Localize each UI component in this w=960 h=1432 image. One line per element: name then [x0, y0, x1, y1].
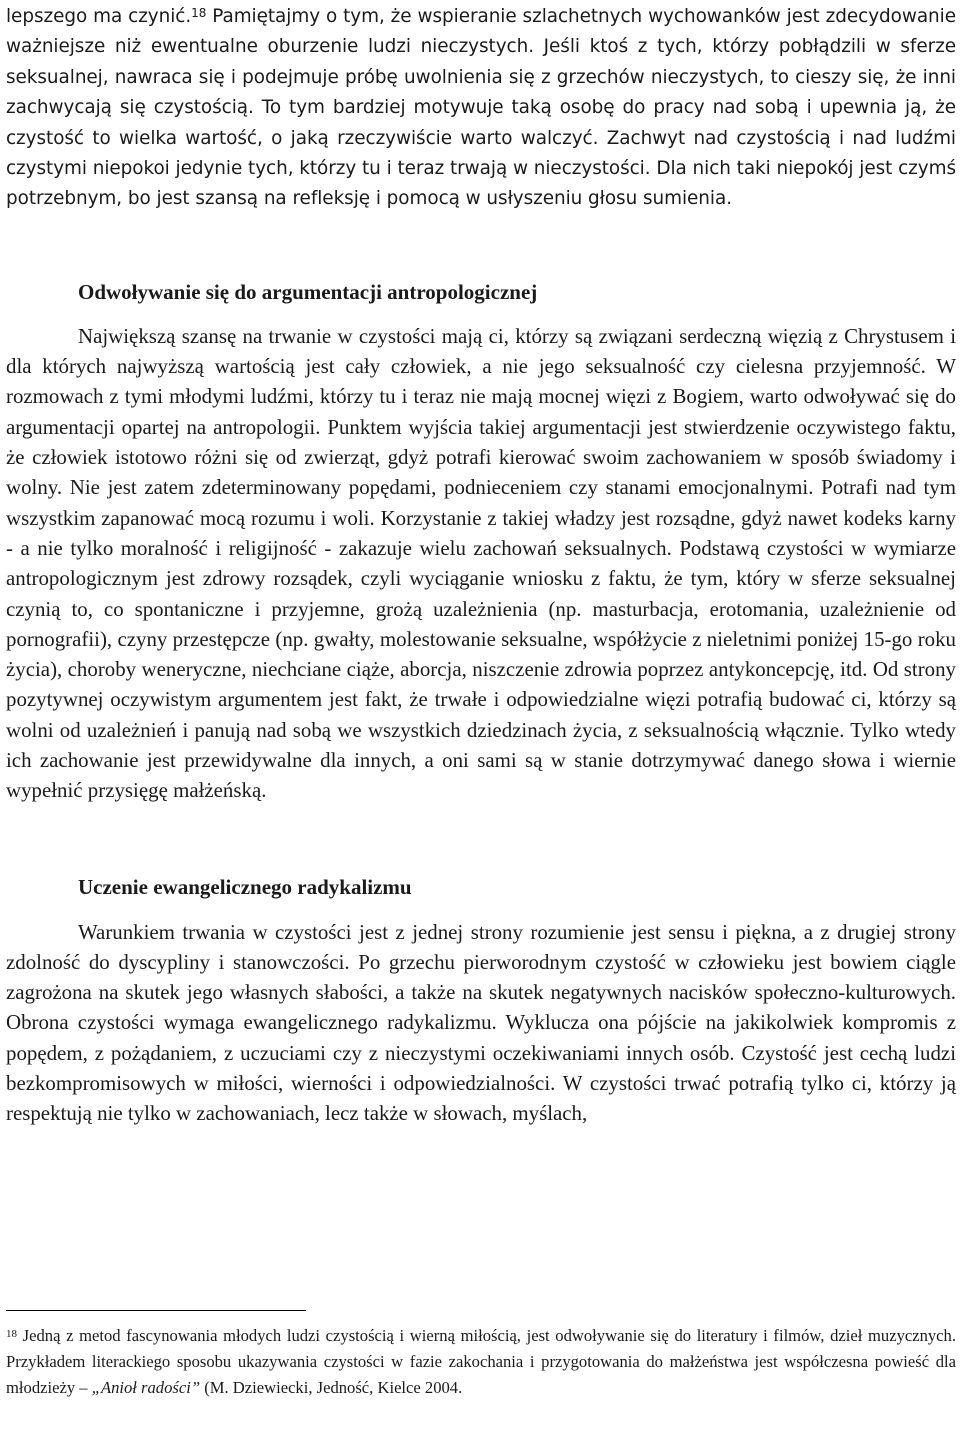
footnote [6, 1323, 956, 1402]
footnote-text-end: (M. Dziewiecki, Jedność, Kielce 2004. [200, 1378, 463, 1398]
footnote-book-title: „Anioł radości” [91, 1378, 201, 1398]
radicalism-paragraph: Warunkiem trwania w czystości jest z jednej strony rozumienie jest sensu i piękna, a z drugiej strony zdolność do dyscypliny i stanowczości. Po grzechu pierworodnym czystość w człowieku jest bowiem ciągle zagrożona na skutek jego własnych słabości, a także na skutek negatywnych nacisków społeczno-kulturowych. Obrona czystości wymaga ewangelicznego radykalizmu. Wyklucza ona pójście na jakikolwiek kompromis z popędem, z pożądaniem, z uczuciami czy z nieczystymi oczekiwaniami innych osób. Czystość jest cechą ludzi bezkompromisowych w miłości, wierności i odpowiedzialności. W czystości trwać potrafią tylko ci, którzy ją respektują nie tylko w zachowaniach, lecz także w słowach, myślach, [6, 919, 956, 1126]
footnote-reference[interactable]: 18 [191, 6, 207, 20]
anthropological-paragraph: Największą szansę na trwanie w czystości mają ci, którzy są związani serdeczną więzią z Chrystusem i dla których najwyższą wartością jest cały człowiek, a nie jego seksualność czy cielesna przyjemność. W rozmowach z tymi młodymi ludźmi, którzy tu i teraz nie mają mocnej więzi z Bogiem, warto odwoływać się do argumentacji opartej na antropologii. Punktem wyjścia takiej argumentacji jest stwierdzenie oczywistego faktu, że człowiek istotowo różni się od zwierząt, gdyż potrafi kierować swoim zachowaniem w sposób świadomy i wolny. Nie jest zatem zdeterminowany popędami, podnieceniem czy stanami emocjonalnymi. Potrafi nad tym wszystkim zapanować mocą rozumu i woli. Korzystanie z takiej władzy jest rozsądne, gdyż nawet kodeks karny - a nie tylko moralność i religijność - zakazuje wielu zachowań seksualnych. Podstawą czystości w wymiarze antropologicznym jest zdrowy rozsądek, czyli wyciąganie wniosku z faktu, że tym, który w sferze seksualnej czynią to, co spontaniczne i przyjemne, grożą uzależnienia (np. masturbacja, erotomania, uzależnienie od pornografii), czyny przestępcze (np. gwałty, molestowanie seksualne, współżycie z nieletnimi poniżej 15-go roku życia), choroby weneryczne, niechciane ciąże, aborcja, niszczenie zdrowia poprzez antykoncepcję, itd. Od strony pozytywnej oczywistym argumentem jest fakt, że trwałe i odpowiedzialne więzi potrafią budować ci, którzy są wolni od uzależnień i panują nad sobą we wszystkich dziedzinach życia, z seksualnością włącznie. Tylko wtedy ich zachowanie jest przewidywalne dla innych, a oni sami są w stanie dotrzymywać danego słowa i wiernie wypełnić przysięgę małżeńską. [6, 323, 956, 803]
section-heading-anthropological: Odwoływanie się do argumentacji antropologicznej [78, 279, 538, 304]
section-heading-radicalism: Uczenie ewangelicznego radykalizmu [78, 874, 412, 899]
footnote-text-start: Jedną z metod fascynowania młodych ludzi czystością i wierną miłością, jest odwoływanie się do literatury i filmów, dzieł muzycznych. Przykładem literackiego sposobu ukazywania czystości w fazie zakochania i przygotowania do małżeństwa jest współczesna powieść dla młodzieży – [6, 1326, 956, 1398]
document-page [6, 0, 956, 1129]
footnote-separator [6, 1310, 306, 1311]
footnote-number: 18 [6, 1328, 17, 1340]
intro-paragraph [6, 2, 956, 215]
intro-text-start: lepszego ma czynić. [6, 6, 192, 27]
intro-text-rest: Pamiętajmy o tym, że wspieranie szlachetnych wychowanków jest zdecydowanie ważniejsze niż ewentualne oburzenie ludzi nieczystych. Jeśli ktoś z tych, którzy pobłądzili w sferze seksualnej, nawraca się i podejmuje próbę uwolnienia się z grzechów nieczystych, to cieszy się, że inni zachwycają się czystością. To tym bardziej motywuje taką osobę do pracy nad sobą i upewnia ją, że czystość to wielka wartość, o jaką rzeczywiście warto walczyć. Zachwyt nad czystością i nad ludźmi czystymi niepokoi jedynie tych, którzy tu i teraz trwają w nieczystości. Dla nich taki niepokój jest czymś potrzebnym, bo jest szansą na refleksję i pomocą w usłyszeniu głosu sumienia. [6, 6, 956, 210]
